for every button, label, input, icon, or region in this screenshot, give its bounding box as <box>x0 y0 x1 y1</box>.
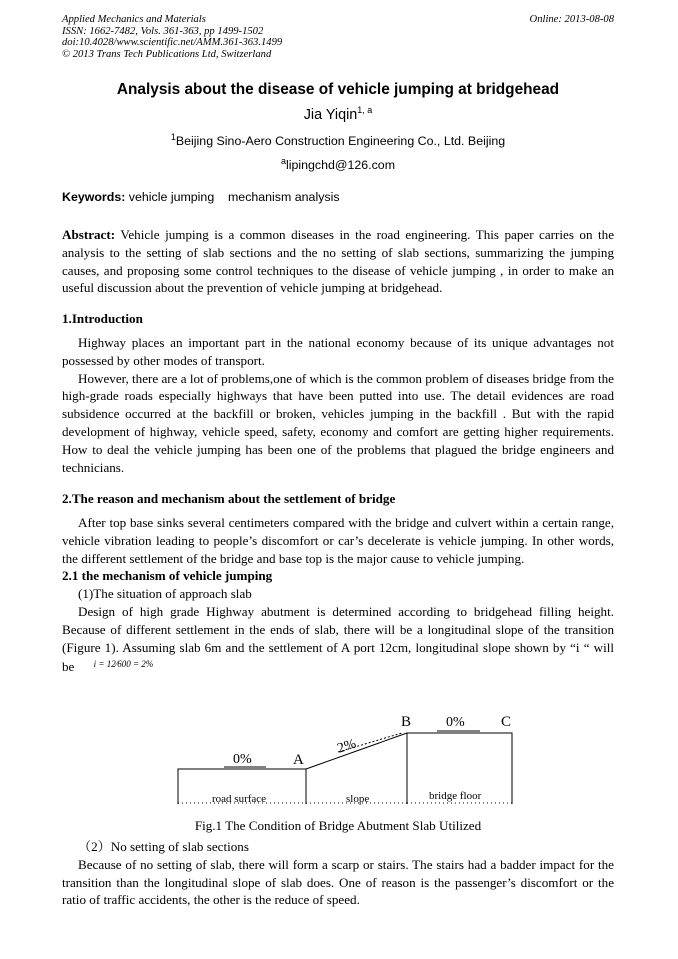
bridge-floor-label: bridge floor <box>429 790 482 802</box>
keywords-text: vehicle jumping mechanism analysis <box>125 190 340 204</box>
abstract <box>62 226 614 297</box>
abstract-paragraph <box>62 226 614 297</box>
no-slab-paragraph: Because of no setting of slab, there will form a scarp or stairs. The stairs had a badder impact for the transition than the longitudinal slope of slab does. One of reason is the passenger’s discomfort or the ratio of traffic accidents, the other is the reduce of speed. <box>62 856 614 908</box>
reason-paragraph-1: After top base sinks several centimeters compared with the bridge and culvert within a certain range, vehicle vibration leading to people’s discomfort or car’s decelerate is vehicle jumping. In other words, the different settlement of the bridge and base top is the major cause to vehicle jumping. <box>62 515 614 566</box>
intro-body <box>62 334 614 476</box>
author-line <box>62 107 614 123</box>
author-sup: 1, a <box>357 105 373 116</box>
email-text: lipingchd@126.com <box>286 158 396 172</box>
reason-paragraph-2-text: Design of high grade Highway abutment is determined according to bridgehead filling height. Because of different settlement in the ends of slab, there will be a longitudinal slope of the transition (Figure 1). Assuming slab 6m and the settlement of A port 12cm, longitudinal slope shown by “i “ will be <box>62 603 614 675</box>
slope-formula: i = 12⁄600 = 2% <box>93 659 154 670</box>
label-c: C <box>501 714 512 730</box>
pct-top-label: 0% <box>446 715 465 730</box>
affiliation-text: Beijing Sino-Aero Construction Engineering Co., Ltd. Beijing <box>175 134 506 148</box>
road-surface-label: road surface <box>212 793 267 805</box>
label-b: B <box>401 714 412 730</box>
affiliation <box>62 131 614 148</box>
author-name: Jia Yiqin <box>303 107 358 123</box>
keywords-label: Keywords: <box>62 190 126 204</box>
doi-line: doi:10.4028/www.scientific.net/AMM.361-363.1499 <box>62 37 283 49</box>
paper-title: Analysis about the disease of vehicle jumping at bridgehead <box>116 81 560 98</box>
pct-left-label: 0% <box>233 752 252 767</box>
copyright-line: © 2013 Trans Tech Publications Ltd, Switzerland <box>62 48 272 60</box>
keywords <box>62 190 614 204</box>
no-slab-body <box>62 838 614 909</box>
item-no-slab: （2）No setting of slab sections <box>78 839 249 854</box>
intro-paragraph-2: However, there are a lot of problems,one of which is the common problem of diseases bridge from the high-grade roads especially highways that have been putted into use. The detail evidences are road subsidence occurred at the backfill or broken, vehicles jumping in the backfill . But with the rapid development of highway, vehicle speed, safety, economy and comfort are getting higher requirements. How to deal the vehicle jumping has been one of the problems that plagued the bridge engineers and technicians. <box>62 370 614 475</box>
issn-line: ISSN: 1662-7482, Vols. 361-363, pp 1499-1502 <box>62 25 264 37</box>
email-sup: a <box>280 155 286 166</box>
subsection-heading: 2.1 the mechanism of vehicle jumping <box>62 568 273 584</box>
affiliation-sup: 1 <box>170 131 176 142</box>
figure-caption: Fig.1 The Condition of Bridge Abutment Slab Utilized <box>194 818 482 833</box>
abstract-text: Vehicle jumping is a common diseases in the road engineering. This paper carries on the analysis to the setting of slab sections and the no setting of slab sections, summarizing the jumping causes, and proposing some control techniques to the disease of vehicle jumping , in order to make an useful discussion about the prevention of vehicle jumping at bridgehead. <box>62 227 614 296</box>
online-date: Online: 2013-08-08 <box>529 14 614 25</box>
journal-name: Applied Mechanics and Materials <box>62 14 206 25</box>
section-heading-intro: 1.Introduction <box>62 311 143 326</box>
email-line <box>62 155 614 172</box>
figure-1-diagram <box>0 700 678 815</box>
abstract-label: Abstract: <box>62 227 116 242</box>
slope-label: slope <box>346 793 370 805</box>
section-heading-reason: 2.The reason and mechanism about the settlement of bridge <box>62 491 396 506</box>
intro-paragraph-1: Highway places an important part in the national economy because of its unique advantages not possessed by other modes of transport. <box>62 335 614 368</box>
reason-body <box>62 514 614 676</box>
label-a: A <box>293 752 304 768</box>
pct-slope-label: 2% <box>335 736 359 757</box>
reason-paragraph-2 <box>62 603 614 676</box>
journal-header <box>62 14 614 60</box>
item-approach-slab: (1)The situation of approach slab <box>78 586 252 602</box>
